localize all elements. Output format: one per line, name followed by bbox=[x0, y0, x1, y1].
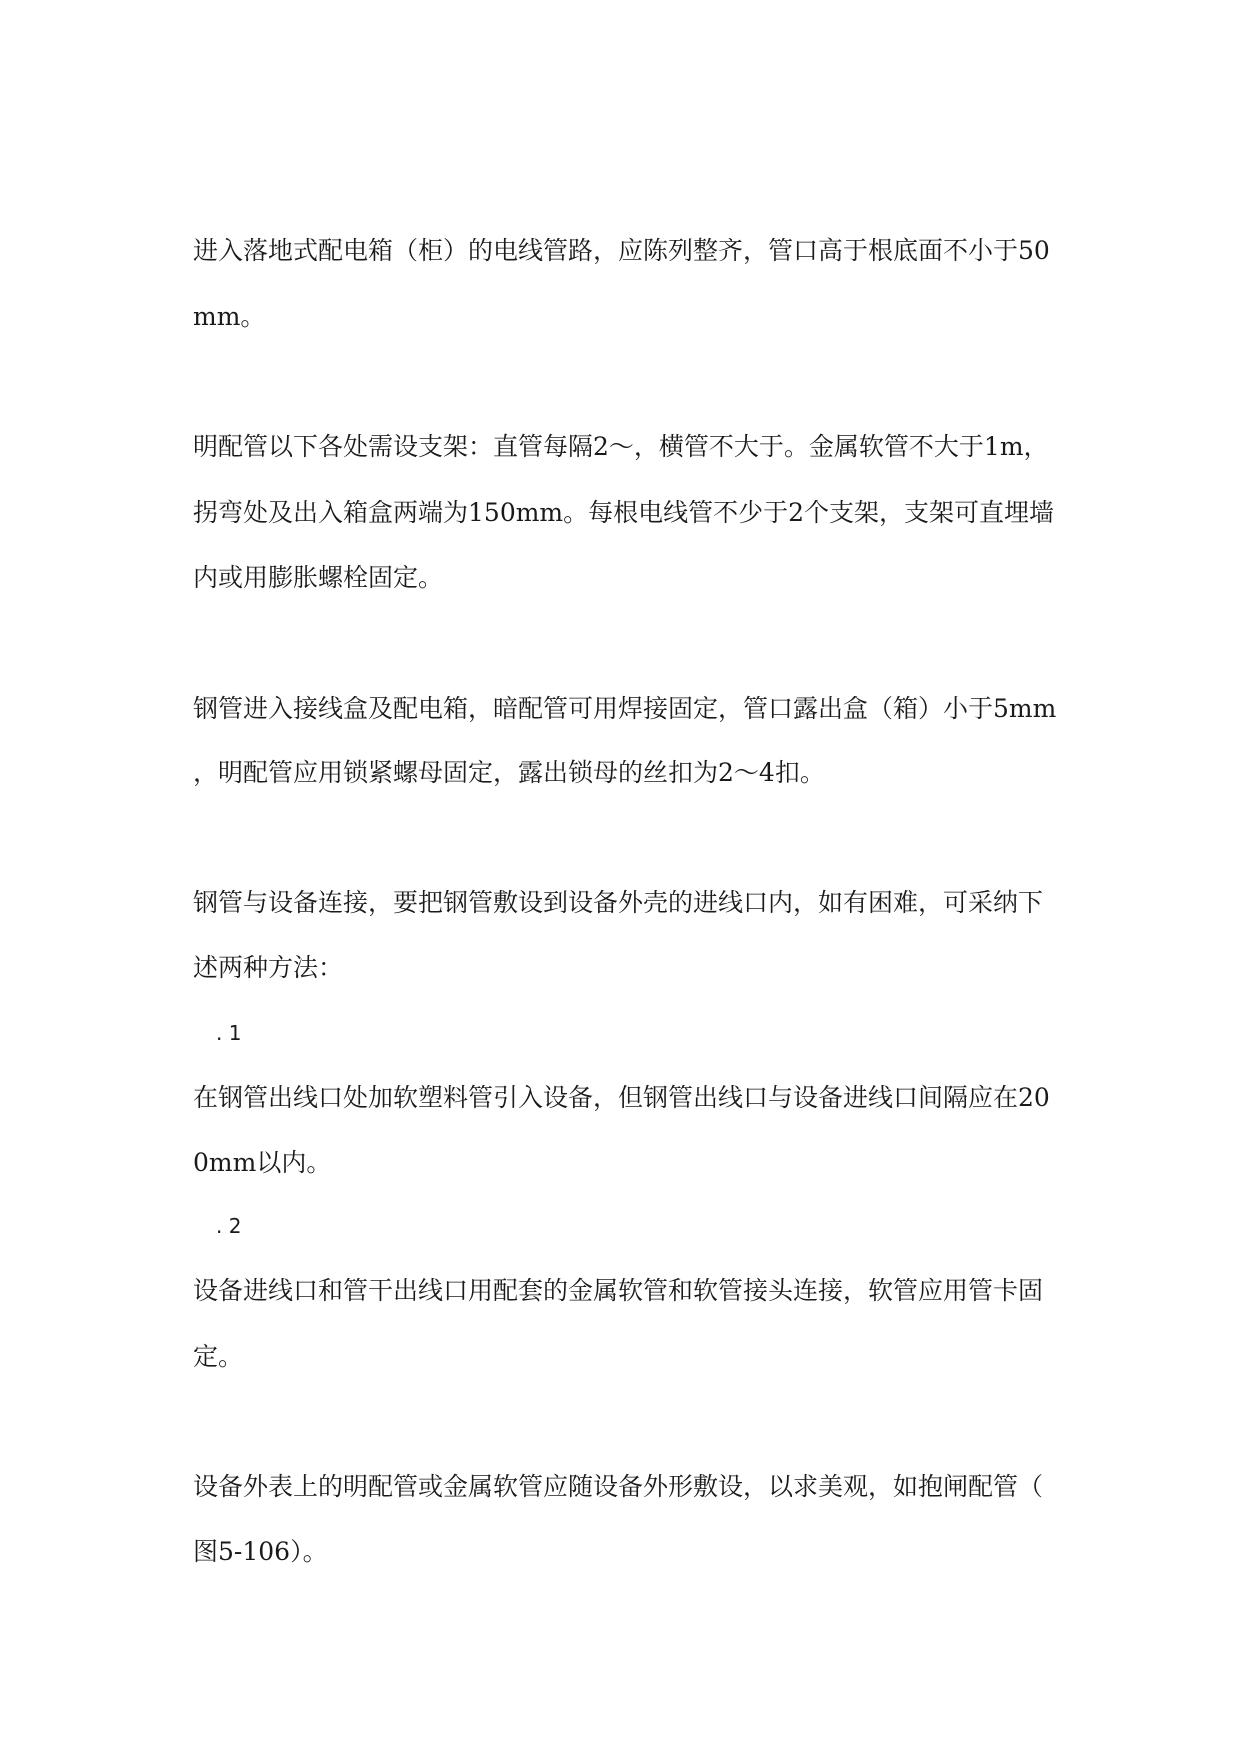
text-line: ，明配管应用锁紧螺母固定，露出锁母的丝扣为2～4扣。 bbox=[193, 758, 825, 787]
text-line: 进入落地式配电箱（柜）的电线管路，应陈列整齐，管口高于根底面不小于50 bbox=[193, 236, 1050, 265]
text-line: 图5-106）。 bbox=[193, 1537, 328, 1566]
text-line: mm。 bbox=[193, 302, 266, 331]
text-line: 钢管与设备连接，要把钢管敷设到设备外壳的进线口内，如有困难，可采纳下 bbox=[193, 888, 1044, 917]
item-number: . 1 bbox=[216, 1021, 242, 1045]
text-line: 设备外表上的明配管或金属软管应随设备外形敷设，以求美观，如抱闸配管（ bbox=[193, 1472, 1044, 1501]
text-line: 设备进线口和管干出线口用配套的金属软管和软管接头连接，软管应用管卡固 bbox=[193, 1276, 1044, 1305]
text-line: 钢管进入接线盒及配电箱，暗配管可用焊接固定，管口露出盒（箱）小于5mm bbox=[193, 694, 1057, 723]
text-line: 定。 bbox=[193, 1342, 244, 1371]
text-line: 明配管以下各处需设支架：直管每隔2～，横管不大于。金属软管不大于1m， bbox=[193, 432, 1049, 461]
text-line: 0mm以内。 bbox=[193, 1148, 332, 1177]
text-line: 内或用膨胀螺栓固定。 bbox=[193, 563, 444, 592]
text-line: 述两种方法： bbox=[193, 953, 344, 982]
item-number: . 2 bbox=[216, 1214, 242, 1238]
text-line: 拐弯处及出入箱盒两端为150mm。每根电线管不少于2个支架，支架可直埋墙 bbox=[193, 498, 1055, 527]
text-line: 在钢管出线口处加软塑料管引入设备，但钢管出线口与设备进线口间隔应在20 bbox=[193, 1083, 1050, 1112]
